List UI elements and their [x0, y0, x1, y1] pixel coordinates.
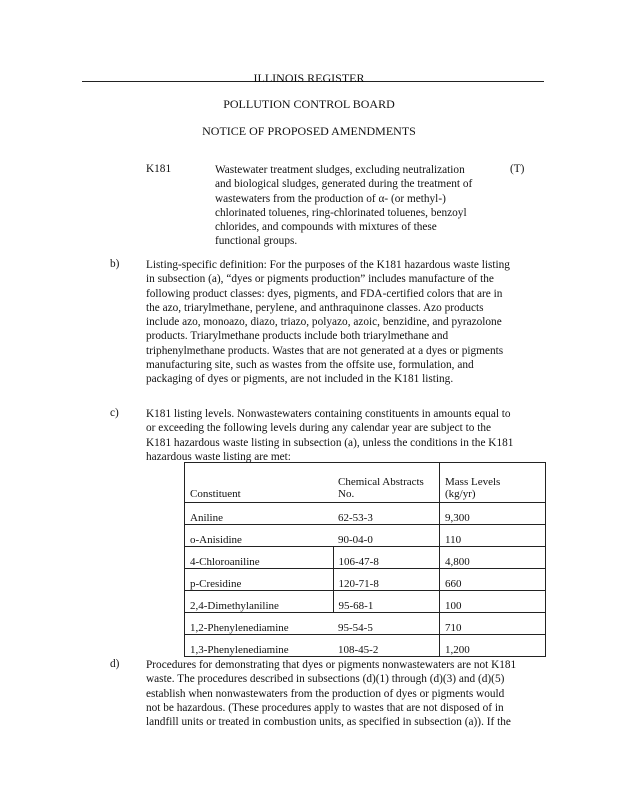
table-row [185, 503, 546, 525]
section-c-line: or exceeding the following levels during any calendar year are subject to the [146, 422, 492, 435]
cell-cas: 95-68-1 [333, 591, 440, 613]
section-b-line: triphenylmethane products. Wastes that are not generated at a dyes or pigments [146, 344, 504, 357]
section-c-line: K181 hazardous waste listing in subsection (a), unless the conditions in the K181 [146, 436, 514, 449]
listing-levels-table [184, 462, 546, 657]
k181-line: chlorides, and compounds with mixtures of these [215, 221, 437, 234]
section-d-line: not be hazardous. (These procedures apply to wastes that are not disposed of in [146, 701, 504, 714]
k181-line: wastewaters from the production of α- (or methyl-) [215, 192, 446, 205]
cell-constituent: o-Anisidine [185, 525, 334, 547]
cell-constituent: 2,4-Dimethylaniline [185, 591, 334, 613]
k181-description [215, 163, 505, 249]
cell-mass: 710 [440, 613, 546, 635]
cell-cas: 106-47-8 [333, 547, 440, 569]
section-b-line: Listing-specific definition: For the purposes of the K181 hazardous waste listing [146, 259, 510, 271]
section-d-text [146, 658, 546, 729]
section-c-label: c) [110, 407, 119, 419]
table-header-row [185, 463, 546, 503]
cell-mass: 110 [440, 525, 546, 547]
cell-cas: 62-53-3 [333, 503, 440, 525]
section-d-label: d) [110, 658, 120, 670]
section-b-line: the azo, triarylmethane, perylene, and anthraquinone classes. Azo products [146, 301, 484, 314]
header-cas [333, 463, 440, 503]
k181-line: chlorinated toluenes, ring-chlorinated toluenes, benzoyl [215, 206, 467, 219]
cell-constituent: 4-Chloroaniline [185, 547, 334, 569]
section-b-line: include azo, monoazo, diazo, triazo, polyazo, azoic, benzidine, and pyrazolone [146, 316, 502, 329]
k181-line: functional groups. [215, 235, 298, 248]
section-c-line: hazardous waste listing are met: [146, 450, 291, 463]
section-c-text [146, 407, 546, 464]
table-row [185, 635, 546, 657]
cell-mass: 1,200 [440, 635, 546, 657]
notice-title: NOTICE OF PROPOSED AMENDMENTS [202, 124, 416, 138]
section-b-text [146, 258, 546, 387]
table-row [185, 591, 546, 613]
section-b-line: manufacturing site, such as wastes from the offsite use, formulation, and [146, 359, 474, 372]
cell-cas: 108-45-2 [333, 635, 440, 657]
section-d-line: landfill units or treated in combustion units, as specified in subsection (a)). If the [146, 716, 511, 729]
header-mass [440, 463, 546, 503]
table-row [185, 525, 546, 547]
header-constituent: Constituent [185, 463, 334, 503]
section-b-line: packaging of dyes or pigments, are not included in the K181 listing. [146, 373, 454, 386]
register-title: ILLINOIS REGISTER [253, 71, 365, 85]
section-c-line: K181 listing levels. Nonwastewaters containing constituents in amounts equal to [146, 408, 511, 420]
table-row [185, 613, 546, 635]
cell-cas: 95-54-5 [333, 613, 440, 635]
k181-line: Wastewater treatment sludges, excluding neutralization [215, 164, 465, 176]
header-cas-line1: Chemical Abstracts [338, 476, 424, 488]
header-mass-line2: (kg/yr) [445, 488, 476, 500]
cell-mass: 660 [440, 569, 546, 591]
cell-mass: 9,300 [440, 503, 546, 525]
section-b-line: products. Triarylmethane products include both triarylmethane and [146, 330, 449, 343]
cell-constituent: p-Cresidine [185, 569, 334, 591]
cell-constituent: 1,2-Phenylenediamine [185, 613, 334, 635]
section-d-line: waste. The procedures described in subsections (d)(1) through (d)(3) and (d)(5) [146, 673, 505, 686]
table-row [185, 569, 546, 591]
section-d-line: Procedures for demonstrating that dyes or pigments nonwastewaters are not K181 [146, 659, 517, 671]
header-cas-line2: No. [338, 488, 355, 500]
cell-mass: 4,800 [440, 547, 546, 569]
cell-mass: 100 [440, 591, 546, 613]
hazard-code: (T) [510, 163, 525, 175]
k181-code: K181 [146, 163, 172, 175]
cell-constituent: Aniline [185, 503, 334, 525]
cell-constituent: 1,3-Phenylenediamine [185, 635, 334, 657]
section-b-label: b) [110, 258, 120, 270]
k181-line: and biological sludges, generated during the treatment of [215, 178, 473, 191]
board-title: POLLUTION CONTROL BOARD [223, 97, 395, 111]
section-b-line: following product classes: dyes, pigments, and FDA-certified colors that are in [146, 287, 503, 300]
table-row [185, 547, 546, 569]
section-b-line: in subsection (a), “dyes or pigments production” includes manufacture of the [146, 273, 494, 286]
cell-cas: 120-71-8 [333, 569, 440, 591]
cell-cas: 90-04-0 [333, 525, 440, 547]
header-mass-line1: Mass Levels [445, 476, 501, 488]
section-d-line: establish when nonwastewaters from the production of dyes or pigments would [146, 687, 505, 700]
